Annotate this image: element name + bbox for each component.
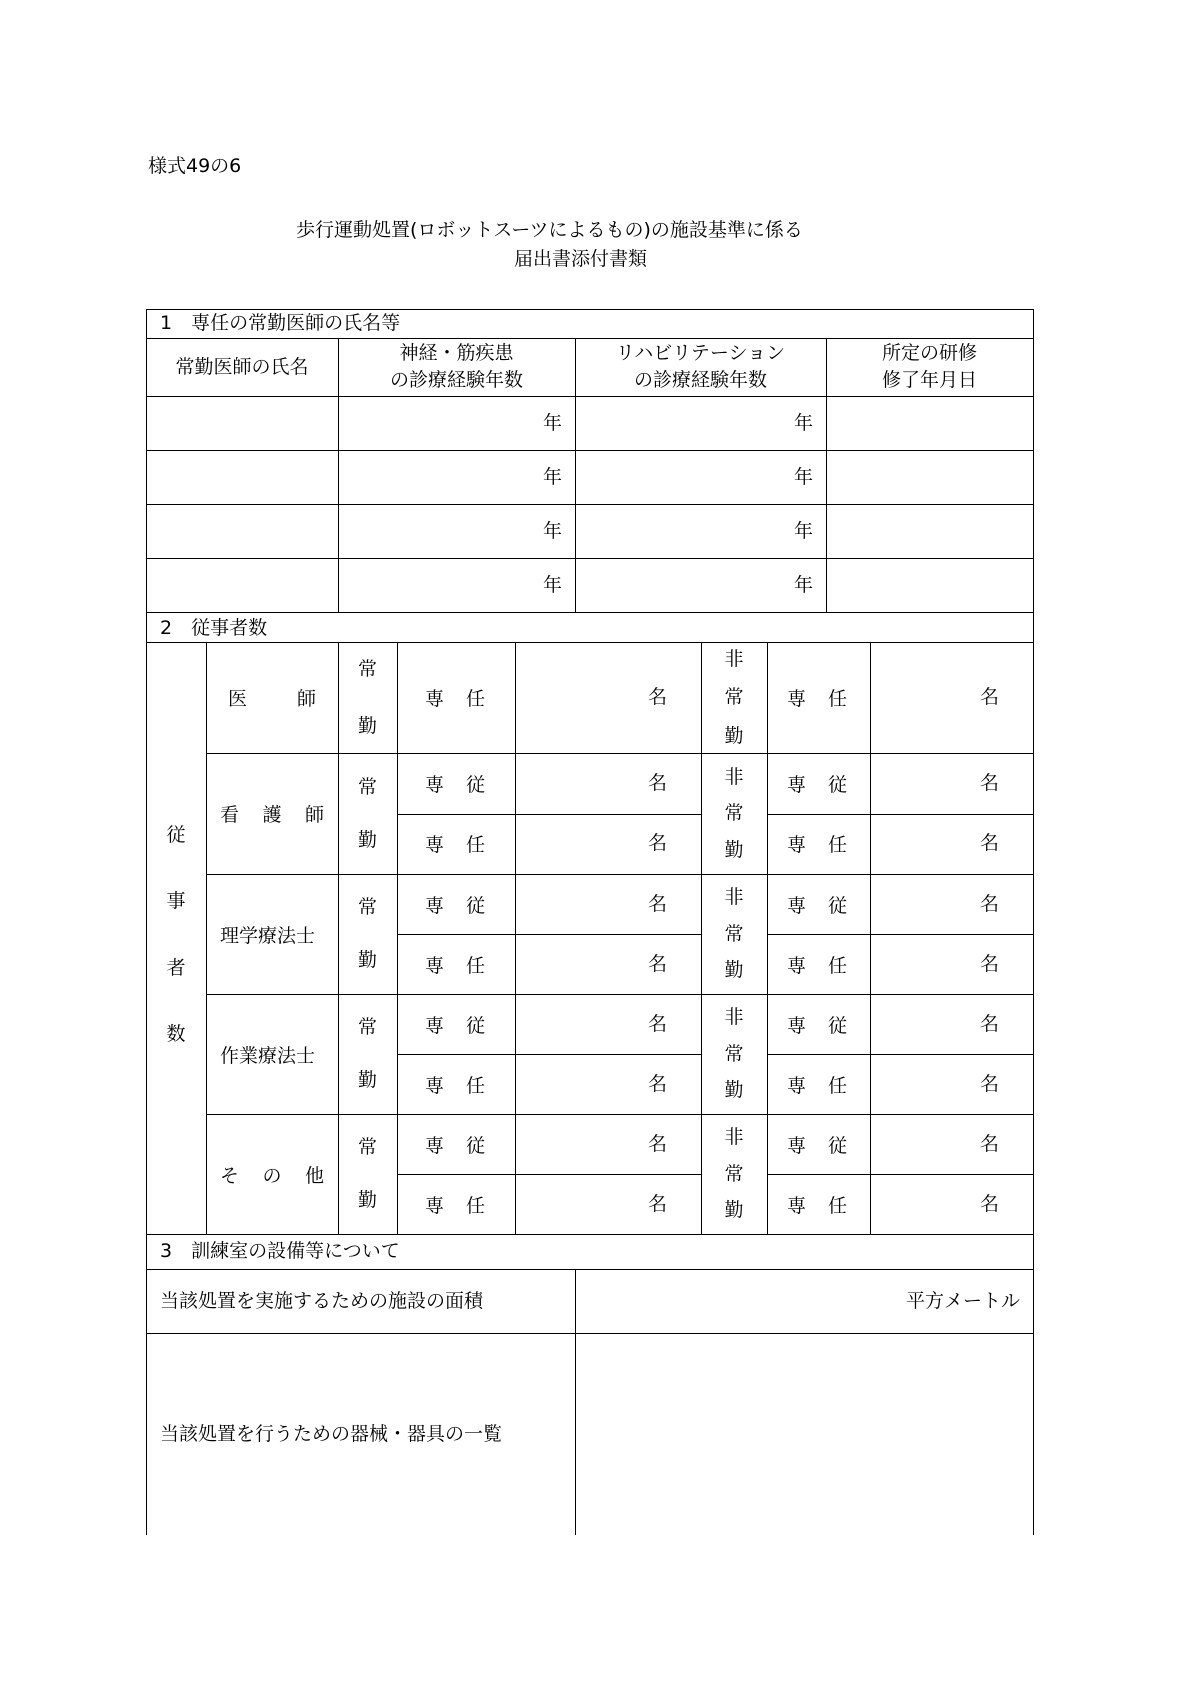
parttime-count-field[interactable]: [872, 1114, 999, 1174]
fulltime-count-field[interactable]: [517, 642, 667, 753]
physician-name-field[interactable]: [148, 396, 336, 450]
person-unit: 名: [647, 1192, 667, 1215]
year-unit: 年: [793, 519, 813, 542]
person-unit: 名: [647, 952, 667, 975]
document-title-line1: 歩行運動処置(ロボットスーツによるもの)の施設基準に係る: [296, 219, 803, 241]
rehab-years-field[interactable]: [577, 396, 813, 450]
training-date-field[interactable]: [828, 504, 1032, 558]
person-unit: 名: [647, 1132, 667, 1155]
rehab-years-field[interactable]: [577, 450, 813, 504]
parttime-label: 非 常 勤: [724, 886, 744, 981]
year-unit: 年: [793, 411, 813, 434]
parttime-label: 非 常 勤: [724, 765, 744, 861]
physician-name-field[interactable]: [148, 504, 336, 558]
col-header-physician-name: 常勤医師の氏名: [175, 355, 309, 378]
training-date-field[interactable]: [828, 558, 1032, 612]
parttime-count-field[interactable]: [872, 1174, 999, 1234]
equipment-list-field[interactable]: [577, 1333, 1032, 1535]
person-unit: 名: [647, 771, 667, 794]
person-unit: 名: [647, 1012, 667, 1035]
year-unit: 年: [542, 519, 562, 542]
parttime-label: 非 常 勤: [724, 1126, 744, 1221]
facility-area-label: 当該処置を実施するための施設の面積: [160, 1289, 484, 1312]
neuro-years-field[interactable]: [340, 558, 562, 612]
person-unit: 名: [647, 1072, 667, 1095]
person-unit: 名: [647, 892, 667, 915]
parttime-count-field[interactable]: [872, 1054, 999, 1114]
fulltime-count-field[interactable]: [517, 1174, 667, 1234]
parttime-count-field[interactable]: [872, 814, 999, 875]
fulltime-type: 専 任: [425, 688, 485, 710]
role-label: 看 護 師: [220, 804, 324, 826]
col-header-neuro-years: 神経・筋疾患 の診療経験年数: [389, 342, 523, 391]
fulltime-type: 専 従: [425, 894, 485, 917]
facility-area-unit: 平方メートル: [905, 1289, 1020, 1312]
role-label: そ の 他: [220, 1164, 324, 1187]
parttime-type: 専 任: [787, 834, 847, 857]
physician-name-field[interactable]: [148, 558, 336, 612]
section1-heading: 1 専任の常勤医師の氏名等: [160, 312, 401, 334]
person-unit: 名: [979, 1132, 999, 1155]
neuro-years-field[interactable]: [340, 396, 562, 450]
section3-heading: 3 訓練室の設備等について: [160, 1240, 400, 1262]
fulltime-count-field[interactable]: [517, 1114, 667, 1174]
parttime-count-field[interactable]: [872, 994, 999, 1054]
fulltime-label: 常 勤: [357, 1016, 377, 1091]
rehab-years-field[interactable]: [577, 504, 813, 558]
parttime-type: 専 任: [787, 954, 847, 977]
col-header-training-date: 所定の研修 修了年月日: [881, 342, 977, 391]
fulltime-type: 専 従: [425, 1014, 485, 1037]
year-unit: 年: [793, 465, 813, 488]
fulltime-count-field[interactable]: [517, 753, 667, 814]
person-unit: 名: [979, 1012, 999, 1035]
form-number: 様式49の6: [148, 155, 242, 177]
training-date-field[interactable]: [828, 450, 1032, 504]
role-label: 理学療法士: [220, 924, 316, 947]
fulltime-label: 常 勤: [357, 657, 377, 737]
parttime-type: 専 任: [787, 1074, 847, 1097]
staff-count-side-label: 従 事 者 数: [166, 824, 186, 1045]
fulltime-type: 専 任: [425, 1074, 485, 1097]
parttime-type: 専 従: [787, 1014, 847, 1037]
person-unit: 名: [979, 686, 999, 708]
person-unit: 名: [979, 832, 999, 855]
document-title-line2: 届出書添付書類: [514, 248, 648, 270]
fulltime-count-field[interactable]: [517, 1054, 667, 1114]
parttime-type: 専 従: [787, 894, 847, 917]
person-unit: 名: [979, 1192, 999, 1215]
training-date-field[interactable]: [828, 396, 1032, 450]
person-unit: 名: [647, 686, 667, 708]
fulltime-count-field[interactable]: [517, 994, 667, 1054]
parttime-type: 専 任: [787, 1194, 847, 1217]
parttime-type: 専 従: [787, 773, 847, 796]
person-unit: 名: [979, 952, 999, 975]
person-unit: 名: [979, 1072, 999, 1095]
section2-heading: 2 従事者数: [160, 617, 268, 639]
role-label: 作業療法士: [220, 1044, 316, 1067]
fulltime-type: 専 従: [425, 773, 485, 796]
fulltime-label: 常 勤: [357, 896, 377, 971]
parttime-label: 非 常 勤: [724, 647, 744, 747]
year-unit: 年: [542, 411, 562, 434]
neuro-years-field[interactable]: [340, 450, 562, 504]
fulltime-type: 専 任: [425, 1194, 485, 1217]
fulltime-count-field[interactable]: [517, 934, 667, 994]
parttime-count-field[interactable]: [872, 934, 999, 994]
physician-name-field[interactable]: [148, 450, 336, 504]
fulltime-count-field[interactable]: [517, 814, 667, 875]
fulltime-label: 常 勤: [357, 1136, 377, 1211]
fulltime-type: 専 任: [425, 954, 485, 977]
col-header-rehab-years: リハビリテーション の診療経験年数: [615, 342, 786, 391]
equipment-list-label: 当該処置を行うための器械・器具の一覧: [160, 1422, 503, 1445]
parttime-label: 非 常 勤: [724, 1006, 744, 1101]
fulltime-type: 専 任: [425, 834, 485, 857]
parttime-count-field[interactable]: [872, 753, 999, 814]
role-label: 医 師: [228, 688, 316, 710]
parttime-count-field[interactable]: [872, 874, 999, 934]
neuro-years-field[interactable]: [340, 504, 562, 558]
person-unit: 名: [647, 832, 667, 855]
fulltime-count-field[interactable]: [517, 874, 667, 934]
person-unit: 名: [979, 771, 999, 794]
year-unit: 年: [542, 573, 562, 596]
year-unit: 年: [542, 465, 562, 488]
fulltime-type: 専 従: [425, 1134, 485, 1157]
facility-area-field[interactable]: [577, 1269, 1020, 1333]
parttime-type: 専 任: [787, 688, 847, 710]
fulltime-label: 常 勤: [357, 775, 377, 851]
parttime-count-field[interactable]: [872, 642, 999, 753]
year-unit: 年: [793, 573, 813, 596]
person-unit: 名: [979, 892, 999, 915]
rehab-years-field[interactable]: [577, 558, 813, 612]
parttime-type: 専 従: [787, 1134, 847, 1157]
